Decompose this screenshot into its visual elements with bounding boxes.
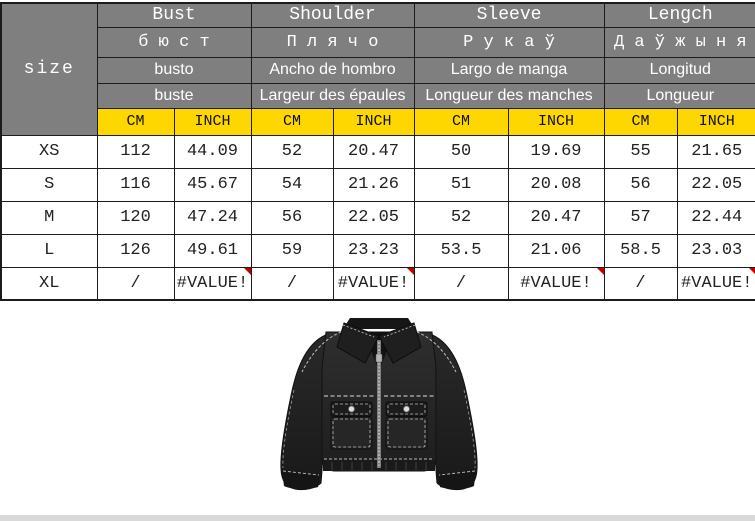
value-cell: 52	[414, 201, 508, 234]
group-header-bust-es: busto	[97, 57, 251, 83]
group-header-bust-fr: buste	[97, 83, 251, 108]
group-header-length-en: Lengch	[604, 3, 755, 27]
unit-header-cm: CM	[97, 108, 174, 135]
group-header-length-fr: Longueur	[604, 83, 755, 108]
table-row	[1, 168, 755, 201]
value-cell: 54	[251, 168, 333, 201]
value-cell: 52	[251, 135, 333, 168]
table-row	[1, 201, 755, 234]
value-cell: 22.44	[677, 201, 755, 234]
size-label: XS	[1, 135, 97, 168]
unit-header-inch: INCH	[174, 108, 251, 135]
value-cell: 120	[97, 201, 174, 234]
size-rows	[1, 135, 755, 300]
value-cell: 112	[97, 135, 174, 168]
value-cell: /	[251, 267, 333, 300]
value-cell: 23.23	[333, 234, 414, 267]
value-cell: 20.47	[508, 201, 604, 234]
size-label: M	[1, 201, 97, 234]
value-cell: 55	[604, 135, 677, 168]
value-cell: #VALUE!	[174, 267, 251, 300]
value-cell: 126	[97, 234, 174, 267]
group-header-shoulder-ru: П л я ч о	[251, 27, 414, 57]
unit-header-inch: INCH	[508, 108, 604, 135]
value-cell: 56	[251, 201, 333, 234]
value-cell: /	[604, 267, 677, 300]
product-photo	[268, 310, 490, 504]
size-label: XL	[1, 267, 97, 300]
group-header-length-es: Longitud	[604, 57, 755, 83]
group-header-sleeve-en: Sleeve	[414, 3, 604, 27]
value-cell: #VALUE!	[508, 267, 604, 300]
group-header-length-ru: Д а ў ж ы н я	[604, 27, 755, 57]
value-cell: 53.5	[414, 234, 508, 267]
unit-header-inch: INCH	[333, 108, 414, 135]
value-cell: 49.61	[174, 234, 251, 267]
size-chart-table	[0, 2, 755, 301]
value-cell: 51	[414, 168, 508, 201]
table-row	[1, 267, 755, 300]
value-cell: #VALUE!	[677, 267, 755, 300]
value-cell: 22.05	[677, 168, 755, 201]
value-cell: 21.26	[333, 168, 414, 201]
size-label: L	[1, 234, 97, 267]
value-cell: 116	[97, 168, 174, 201]
value-cell: 45.67	[174, 168, 251, 201]
group-header-bust-en: Bust	[97, 3, 251, 27]
group-header-shoulder-fr: Largeur des épaules	[251, 83, 414, 108]
value-cell: 21.65	[677, 135, 755, 168]
value-cell: 20.08	[508, 168, 604, 201]
unit-header-cm: CM	[604, 108, 677, 135]
group-header-sleeve-es: Largo de manga	[414, 57, 604, 83]
value-cell: 50	[414, 135, 508, 168]
group-header-bust-ru: б ю с т	[97, 27, 251, 57]
value-cell: /	[97, 267, 174, 300]
value-cell: 58.5	[604, 234, 677, 267]
value-cell: 23.03	[677, 234, 755, 267]
group-header-shoulder-en: Shoulder	[251, 3, 414, 27]
value-cell: 22.05	[333, 201, 414, 234]
value-cell: 21.06	[508, 234, 604, 267]
value-cell: /	[414, 267, 508, 300]
value-cell: 19.69	[508, 135, 604, 168]
group-header-sleeve-ru: Р у к а ў	[414, 27, 604, 57]
table-row	[1, 135, 755, 168]
unit-header-cm: CM	[251, 108, 333, 135]
value-cell: 57	[604, 201, 677, 234]
size-label: S	[1, 168, 97, 201]
size-corner-label: size	[1, 3, 97, 135]
denim-jacket-image	[268, 310, 490, 504]
bottom-divider-bar	[0, 515, 755, 521]
value-cell: #VALUE!	[333, 267, 414, 300]
group-header-sleeve-fr: Longueur des manches	[414, 83, 604, 108]
value-cell: 47.24	[174, 201, 251, 234]
value-cell: 59	[251, 234, 333, 267]
table-row	[1, 234, 755, 267]
unit-header-cm: CM	[414, 108, 508, 135]
value-cell: 56	[604, 168, 677, 201]
group-header-shoulder-es: Ancho de hombro	[251, 57, 414, 83]
value-cell: 44.09	[174, 135, 251, 168]
value-cell: 20.47	[333, 135, 414, 168]
unit-header-inch: INCH	[677, 108, 755, 135]
